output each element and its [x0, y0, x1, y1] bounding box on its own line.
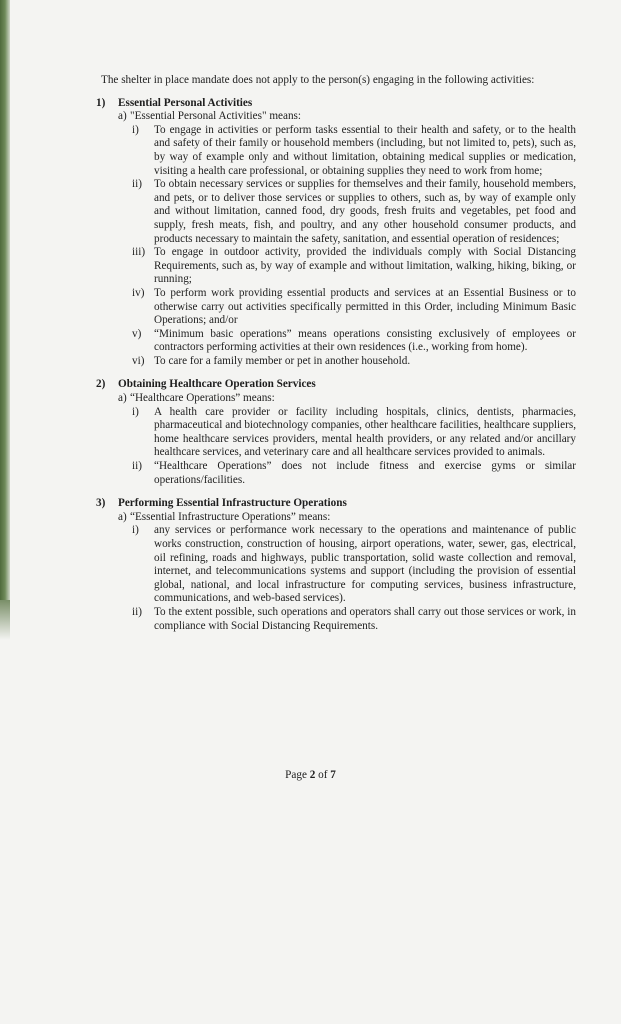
item-number: ii) [132, 178, 142, 191]
item-text: any services or performance work necessary to the operations and maintenance of public works construction, construction of housing, airport operations, water, sewer, gas, electrical, oil refining, roads and highways, public transportation, solid waste collection and removal, internet, and telecommunications systems and support (including the provision of essential global, national, and local infrastructure for computing services, business infrastructure, communications, and web-based services). [154, 524, 576, 605]
page-current: 2 [309, 769, 316, 781]
item-list [96, 124, 576, 369]
list-item [96, 355, 576, 369]
section-heading [96, 97, 576, 111]
scan-edge-fade [0, 600, 10, 640]
intro-paragraph: The shelter in place mandate does not apply to the person(s) engaging in the following activities: [101, 74, 535, 86]
section-number: 3) [96, 497, 106, 510]
item-text: “Healthcare Operations” does not include fitness and exercise gyms or similar operations/facilities. [154, 460, 576, 486]
item-text: A health care provider or facility including hospitals, clinics, dentists, pharmacies, pharmaceutical and biotechnology companies, other healthcare facilities, healthcare suppliers, home healthcare services providers, mental health providers, or any related and/or ancillary healthcare services, and veterinary care and all healthcare services provided to animals. [154, 405, 576, 459]
list-item [96, 406, 576, 460]
item-text: To obtain necessary services or supplies for themselves and their family, household members, and pets, or to deliver those services or supplies to others, such as, by way of example only and without limitation, canned food, dry goods, fresh fruits and vegetables, pet food and supply, fresh meats, fish, and poultry, and any other household consumer products, and products necessary to maintain the safety, sanitation, and essential operation of residences; [154, 178, 576, 245]
subsection-text: “Healthcare Operations” means: [130, 392, 275, 405]
item-number: iii) [132, 246, 146, 259]
subsection [96, 511, 576, 525]
item-number: i) [132, 524, 139, 537]
list-item [96, 124, 576, 178]
list-item [96, 178, 576, 246]
item-number: vi) [132, 354, 145, 367]
item-list [96, 524, 576, 633]
document-page [96, 74, 576, 643]
section-title: Essential Personal Activities [118, 96, 253, 109]
list-item [96, 524, 576, 606]
subsection-label: a) [118, 510, 127, 523]
list-item [96, 606, 576, 633]
item-number: ii) [132, 460, 142, 473]
item-text: To engage in activities or perform tasks essential to their health and safety, or to the health and safety of their family or household members (including, but not limited to, pets), such as, by way of example only and without limitation, obtaining medical supplies or medication, visiting a health care professional, or obtaining supplies they need to work from home; [154, 123, 576, 177]
section-title: Performing Essential Infrastructure Operations [118, 497, 347, 510]
page-footer [0, 769, 621, 781]
section-essential-infrastructure [96, 497, 576, 633]
item-text: “Minimum basic operations” means operations consisting exclusively of employees or contractors performing activities at their own residences (i.e., working from home). [154, 327, 576, 354]
list-item [96, 460, 576, 487]
page-of: of [315, 769, 331, 781]
item-number: ii) [132, 605, 142, 618]
item-number: v) [132, 327, 142, 340]
page-label: Page [285, 769, 310, 781]
item-number: i) [132, 123, 139, 136]
subsection-text: "Essential Personal Activities" means: [130, 110, 302, 123]
list-item [96, 287, 576, 328]
item-number: i) [132, 405, 139, 418]
item-list [96, 406, 576, 488]
subsection-text: “Essential Infrastructure Operations” means: [130, 510, 331, 523]
section-heading [96, 378, 576, 392]
section-essential-personal-activities [96, 97, 576, 369]
item-number: iv) [132, 286, 145, 299]
subsection-label: a) [118, 110, 127, 123]
item-text: To the extent possible, such operations and operators shall carry out those services or work, in compliance with Social Distancing Requirements. [154, 605, 576, 632]
section-number: 2) [96, 378, 106, 391]
section-title: Obtaining Healthcare Operation Services [118, 378, 316, 391]
item-text: To engage in outdoor activity, provided the individuals comply with Social Distancing Requirements, such as, by way of example and without limitation, walking, hiking, biking, or running; [154, 246, 576, 286]
subsection [96, 110, 576, 124]
subsection [96, 392, 576, 406]
section-heading [96, 497, 576, 511]
list-item [96, 246, 576, 287]
list-item [96, 328, 576, 355]
scan-edge [0, 0, 10, 600]
section-healthcare-operations [96, 378, 576, 487]
section-number: 1) [96, 96, 106, 109]
subsection-label: a) [118, 392, 127, 405]
item-text: To care for a family member or pet in another household. [154, 354, 411, 367]
item-text: To perform work providing essential products and services at an Essential Business or to otherwise carry out activities specifically permitted in this Order, including Minimum Basic Operations; and/or [154, 286, 576, 327]
page-total: 7 [330, 769, 336, 781]
